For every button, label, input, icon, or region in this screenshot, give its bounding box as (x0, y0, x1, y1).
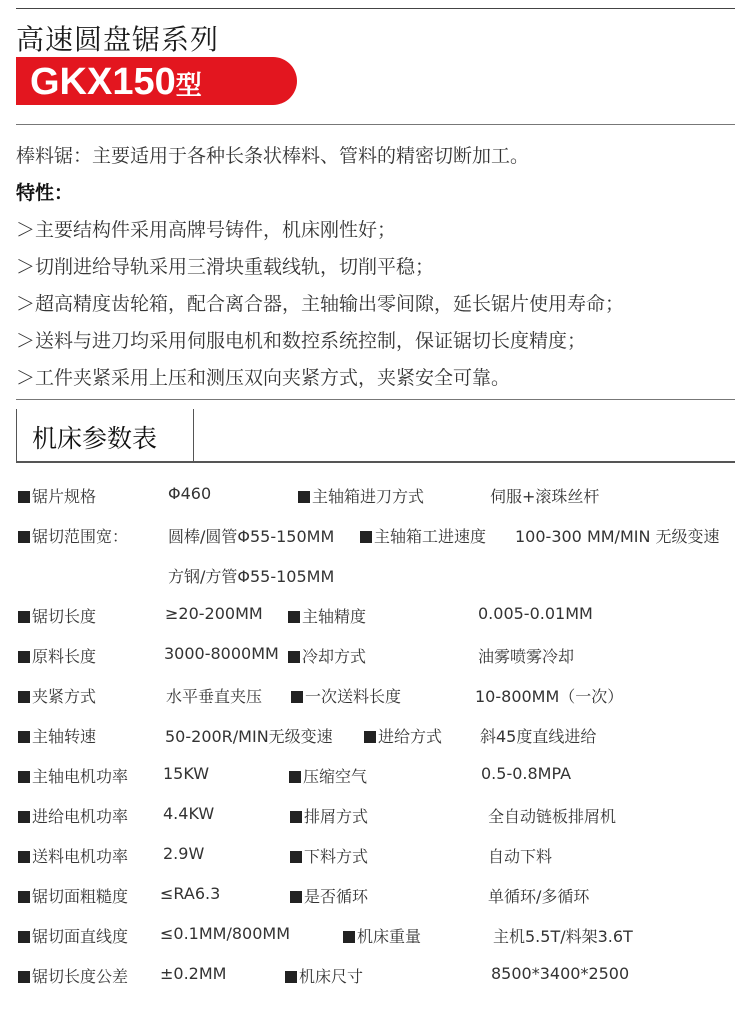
param-row (18, 484, 743, 508)
param-label (343, 924, 421, 947)
param-label (18, 484, 96, 507)
param-label-text: 锯切范围宽： (32, 527, 129, 546)
param-value-text: 全自动链板排屑机 (488, 807, 617, 826)
param-row (18, 884, 743, 908)
param-value (163, 764, 209, 783)
param-label (18, 684, 96, 707)
param-value-text: Φ460 (168, 484, 212, 503)
param-label-text: 压缩空气 (303, 767, 368, 786)
param-value-text: 主机5.5T/料架3.6T (493, 927, 633, 946)
param-label-text: 锯切面直线度 (32, 927, 129, 946)
param-value (166, 684, 262, 707)
param-label (290, 804, 368, 827)
param-label (290, 844, 368, 867)
feature-item: ＞超高精度齿轮箱，配合离合器，主轴输出零间隙，延长锯片使用寿命； (16, 293, 625, 315)
param-value-text: 水平垂直夹压 (166, 687, 263, 706)
param-value (165, 604, 263, 623)
param-label-text: 主轴电机功率 (32, 767, 129, 786)
param-label (18, 804, 128, 827)
model-title (30, 61, 202, 104)
param-label-text: 机床尺寸 (299, 967, 364, 986)
param-value (490, 484, 599, 507)
model-suffix: 型 (175, 71, 202, 101)
param-value (478, 604, 593, 623)
param-label (288, 644, 366, 667)
param-row (18, 524, 743, 548)
param-value-text: 100-300 MM/MIN 无级变速 (515, 527, 720, 546)
param-label (18, 844, 128, 867)
param-value-text: 伺服+滚珠丝杆 (490, 487, 600, 506)
param-label-text: 锯切长度公差 (32, 967, 129, 986)
param-value (478, 644, 574, 667)
model-number: GKX150 (30, 61, 176, 103)
bullet-square-icon (289, 771, 301, 783)
param-value-text: 0.005-0.01MM (478, 604, 593, 623)
param-row (18, 564, 743, 588)
param-label-text: 冷却方式 (302, 647, 367, 666)
param-row (18, 804, 743, 828)
param-value-text: ±0.2MM (160, 964, 227, 983)
param-value-text: 0.5-0.8MPA (481, 764, 572, 783)
header-divider (16, 124, 735, 125)
features-title: 特性： (16, 182, 74, 204)
param-value (488, 844, 552, 867)
param-value-text: 方钢/方管Φ55-105MM (168, 567, 335, 586)
param-value-text: ≥20-200MM (165, 604, 263, 623)
param-value-text: 油雾喷雾冷却 (478, 647, 575, 666)
bullet-square-icon (18, 491, 30, 503)
param-value (480, 724, 596, 747)
param-value-text: 斜45度直线进给 (480, 727, 597, 746)
param-label-text: 是否循环 (304, 887, 369, 906)
param-label (290, 884, 368, 907)
bullet-square-icon (18, 851, 30, 863)
bullet-square-icon (290, 891, 302, 903)
param-label (18, 964, 128, 987)
param-label (364, 724, 442, 747)
params-heading-underline (16, 461, 735, 463)
param-value (488, 884, 589, 907)
param-value-text: 圆棒/圆管Φ55-150MM (168, 527, 335, 546)
param-value-text: 3000-8000MM (164, 644, 279, 663)
description: 棒料锯：主要适用于各种长条状棒料、管料的精密切断加工。 (16, 145, 530, 167)
param-value-text: 50-200R/MIN无级变速 (165, 727, 333, 746)
param-row (18, 924, 743, 948)
params-heading-box (16, 409, 194, 461)
bullet-square-icon (298, 491, 310, 503)
bullet-square-icon (285, 971, 297, 983)
param-label (18, 924, 128, 947)
param-value (491, 964, 629, 983)
bullet-square-icon (18, 691, 30, 703)
param-value (163, 804, 214, 823)
intro-section (16, 138, 736, 397)
series-title: 高速圆盘锯系列 (16, 23, 220, 56)
bullet-square-icon (18, 731, 30, 743)
bullet-square-icon (288, 611, 300, 623)
param-value (493, 924, 633, 947)
param-label (360, 524, 486, 547)
param-row (18, 644, 743, 668)
bullet-square-icon (291, 691, 303, 703)
param-label (285, 964, 363, 987)
param-label-text: 主轴箱工进速度 (374, 527, 487, 546)
bullet-square-icon (360, 531, 372, 543)
top-divider (16, 8, 735, 9)
param-value-text: ≤0.1MM/800MM (160, 924, 290, 943)
heading-left-border (16, 409, 17, 461)
param-value (515, 524, 720, 547)
param-row (18, 604, 743, 628)
bullet-square-icon (18, 771, 30, 783)
bullet-square-icon (18, 531, 30, 543)
heading-right-border (193, 409, 194, 461)
param-value-text: 8500*3400*2500 (491, 964, 630, 983)
param-label-text: 主轴转速 (32, 727, 97, 746)
param-row (18, 964, 743, 988)
bullet-square-icon (18, 651, 30, 663)
param-value (164, 644, 279, 663)
param-label-text: 送料电机功率 (32, 847, 129, 866)
param-label (289, 764, 367, 787)
param-label-text: 一次送料长度 (305, 687, 402, 706)
param-value-text: ≤RA6.3 (160, 884, 221, 903)
param-label (18, 724, 96, 747)
param-label-text: 锯片规格 (32, 487, 97, 506)
bullet-square-icon (290, 811, 302, 823)
param-label-text: 下料方式 (304, 847, 369, 866)
bullet-square-icon (18, 891, 30, 903)
param-value-text: 自动下料 (488, 847, 553, 866)
param-value (488, 804, 616, 827)
param-value (168, 524, 334, 547)
param-label (298, 484, 424, 507)
bullet-square-icon (18, 611, 30, 623)
feature-item: ＞主要结构件采用高牌号铸件，机床刚性好； (16, 219, 397, 241)
param-label-text: 锯切长度 (32, 607, 97, 626)
param-label (288, 604, 366, 627)
param-value-text: 2.9W (163, 844, 205, 863)
param-value (168, 484, 211, 503)
param-value (163, 844, 204, 863)
param-value (165, 724, 333, 747)
param-label-text: 主轴精度 (302, 607, 367, 626)
param-label (18, 524, 128, 547)
param-value-text: 10-800MM（一次） (475, 687, 624, 706)
bullet-square-icon (364, 731, 376, 743)
param-label-text: 夹紧方式 (32, 687, 97, 706)
bullet-square-icon (288, 651, 300, 663)
param-value-text: 15KW (163, 764, 210, 783)
param-label (18, 644, 96, 667)
param-label-text: 进给电机功率 (32, 807, 129, 826)
param-label (18, 764, 128, 787)
param-row (18, 844, 743, 868)
param-row (18, 724, 743, 748)
param-label-text: 机床重量 (357, 927, 422, 946)
param-label (18, 604, 96, 627)
param-label-text: 主轴箱进刀方式 (312, 487, 425, 506)
param-label-text: 进给方式 (378, 727, 443, 746)
param-row (18, 764, 743, 788)
param-value-text: 4.4KW (163, 804, 215, 823)
param-row (18, 684, 743, 708)
bullet-square-icon (343, 931, 355, 943)
param-value (475, 684, 623, 707)
param-label (18, 884, 128, 907)
bullet-square-icon (290, 851, 302, 863)
param-value (160, 964, 226, 983)
param-label (291, 684, 401, 707)
param-value-text: 单循环/多循环 (488, 887, 590, 906)
section-divider (16, 399, 735, 400)
param-label-text: 锯切面粗糙度 (32, 887, 129, 906)
param-value (160, 884, 220, 903)
param-label-text: 排屑方式 (304, 807, 369, 826)
param-label-text: 原料长度 (32, 647, 97, 666)
bullet-square-icon (18, 811, 30, 823)
param-value (160, 924, 290, 943)
param-value (168, 564, 334, 587)
feature-item: ＞送料与进刀均采用伺服电机和数控系统控制，保证锯切长度精度； (16, 330, 587, 352)
bullet-square-icon (18, 931, 30, 943)
feature-item: ＞工件夹紧采用上压和测压双向夹紧方式，夹紧安全可靠。 (16, 367, 511, 389)
bullet-square-icon (18, 971, 30, 983)
param-value (481, 764, 571, 783)
feature-item: ＞切削进给导轨采用三滑块重载线轨，切削平稳； (16, 256, 435, 278)
params-heading: 机床参数表 (32, 424, 158, 453)
